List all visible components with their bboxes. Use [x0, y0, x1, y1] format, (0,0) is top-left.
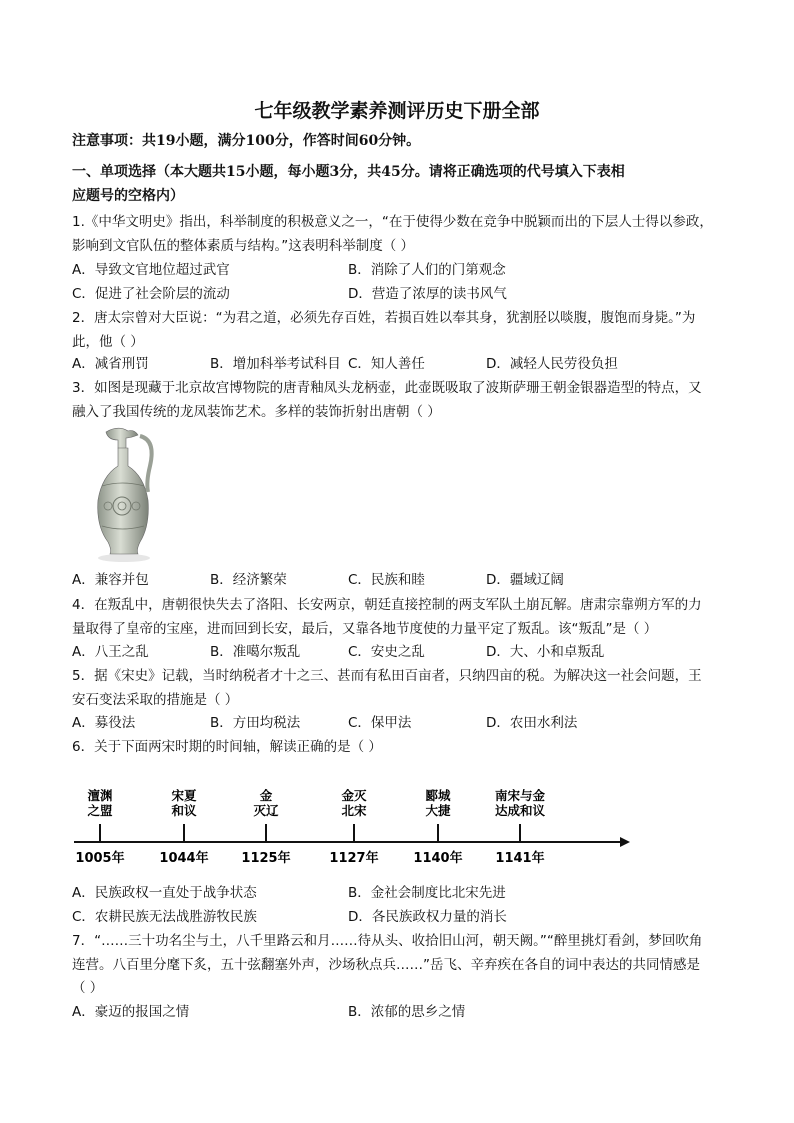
timeline-year: 1127年: [329, 851, 379, 866]
q3-stem-line2: 融入了我国传统的龙凤装饰艺术。多样的装饰折射出唐朝（ ）: [72, 404, 441, 420]
q5-stem-line1: 5．据《宋史》记载，当时纳税者才十之三、甚而有私田百亩者，只纳四亩的税。为解决这一社会问题，王: [72, 668, 702, 684]
q1-option-a[interactable]: A．导致文官地位超过武官: [72, 262, 230, 278]
q3-option-a[interactable]: A．兼容并包: [72, 572, 149, 588]
q1-stem-line2: 影响到文官队伍的整体素质与结构。”这表明科举制度（ ）: [72, 238, 415, 254]
section-heading-line1: 一、单项选择（本大题共15小题，每小题3分，共45分。请将正确选项的代号填入下表相: [72, 164, 625, 180]
timeline-event: [159, 788, 208, 866]
q6-stem: 6．关于下面两宋时期的时间轴，解读正确的是（ ）: [72, 739, 382, 755]
song-timeline: [72, 778, 632, 870]
q4-option-b[interactable]: B．准噶尔叛乱: [210, 644, 301, 660]
q4-option-d[interactable]: D．大、小和卓叛乱: [486, 644, 605, 660]
timeline-event-label-bottom: 北宋: [341, 803, 367, 818]
q5-option-c[interactable]: C．保甲法: [348, 715, 412, 731]
timeline-event-label-top: 郾城: [425, 788, 451, 803]
timeline-event-label-bottom: 和议: [171, 803, 197, 818]
q4-stem-line2: 量取得了皇帝的宝座，进而回到长安，最后，又靠各地节度使的力量平定了叛乱。该“叛乱”是（ ）: [72, 621, 658, 637]
q6-option-d[interactable]: D．各民族政权力量的消长: [348, 909, 507, 925]
timeline-event: [329, 788, 378, 866]
q2-option-a[interactable]: A．减省刑罚: [72, 356, 149, 372]
timeline-year: 1044年: [159, 851, 209, 866]
q1-option-d[interactable]: D．营造了浓厚的读书风气: [348, 286, 507, 302]
timeline-year: 1140年: [413, 851, 463, 866]
q1-stem-line1: 1.《中华文明史》指出，科举制度的积极意义之一，“在于使得少数在竞争中脱颖而出的下层人士得以参政，: [72, 214, 713, 230]
q3-stem-line1: 3．如图是现藏于北京故宫博物院的唐青釉凤头龙柄壶，此壶既吸取了波斯萨珊王朝金银器造型的特点，又: [72, 380, 702, 396]
q2-option-d[interactable]: D．减轻人民劳役负担: [486, 356, 618, 372]
q1-option-c[interactable]: C．促进了社会阶层的流动: [72, 286, 230, 302]
timeline-year: 1005年: [75, 851, 125, 866]
q6-option-a[interactable]: A．民族政权一直处于战争状态: [72, 885, 257, 901]
timeline-event-label-top: 金: [259, 788, 273, 803]
timeline-event-label-top: 南宋与金: [494, 788, 546, 803]
q1-option-b[interactable]: B．消除了人们的门第观念: [348, 262, 506, 278]
q5-option-d[interactable]: D．农田水利法: [486, 715, 578, 731]
timeline-event: [413, 788, 462, 866]
timeline-event: [495, 788, 546, 866]
timeline-event-label-top: 宋夏: [171, 788, 197, 803]
timeline-event-label-bottom: 之盟: [87, 803, 113, 818]
q2-stem-line2: 此，他（ ）: [72, 334, 144, 350]
q7-stem-line1: 7．“……三十功名尘与土，八千里路云和月……待从头、收拾旧山河，朝天阙。”“醉里挑灯看剑，梦回吹角: [72, 933, 703, 949]
q6-option-b[interactable]: B．金社会制度比北宋先进: [348, 885, 506, 901]
timeline-year: 1141年: [495, 851, 545, 866]
timeline-event: [241, 788, 290, 866]
q7-option-a[interactable]: A．豪迈的报国之情: [72, 1004, 190, 1020]
q7-stem-line3: （ ）: [72, 980, 104, 996]
timeline-event-label-bottom: 灭辽: [253, 803, 279, 818]
q2-option-b[interactable]: B．增加科举考试科目: [210, 356, 341, 372]
q2-option-c[interactable]: C．知人善任: [348, 356, 425, 372]
timeline-event-label-top: 澶渊: [87, 788, 113, 803]
q4-stem-line1: 4．在叛乱中，唐朝很快失去了洛阳、长安两京，朝廷直接控制的两支军队土崩瓦解。唐肃宗靠朔方军的力: [72, 597, 702, 613]
timeline-event-label-bottom: 大捷: [425, 803, 451, 818]
q5-stem-line2: 安石变法采取的措施是（ ）: [72, 692, 239, 708]
q7-option-b[interactable]: B．浓郁的思乡之情: [348, 1004, 466, 1020]
timeline-event-label-bottom: 达成和议: [494, 803, 546, 818]
q4-option-a[interactable]: A．八王之乱: [72, 644, 149, 660]
q3-option-d[interactable]: D．疆域辽阔: [486, 572, 564, 588]
q3-option-c[interactable]: C．民族和睦: [348, 572, 425, 588]
timeline-event: [75, 788, 124, 866]
celadon-ewer-image: [84, 426, 164, 564]
q5-option-b[interactable]: B．方田均税法: [210, 715, 301, 731]
q7-stem-line2: 连营。八百里分麾下炙，五十弦翻塞外声，沙场秋点兵……”岳飞、辛弃疾在各自的词中表达的共同情感是: [72, 957, 700, 973]
timeline-year: 1125年: [241, 851, 291, 866]
q3-option-b[interactable]: B．经济繁荣: [210, 572, 287, 588]
notice: 注意事项：共19小题，满分100分，作答时间60分钟。: [72, 133, 421, 149]
q4-option-c[interactable]: C．安史之乱: [348, 644, 425, 660]
section-heading-line2: 应题号的空格内）: [72, 188, 184, 204]
q6-option-c[interactable]: C．农耕民族无法战胜游牧民族: [72, 909, 257, 925]
q5-option-a[interactable]: A．募役法: [72, 715, 136, 731]
timeline-event-label-top: 金灭: [341, 788, 367, 803]
page-title: 七年级教学素养测评历史下册全部: [254, 100, 540, 122]
q2-stem-line1: 2．唐太宗曾对大臣说：“为君之道，必须先存百姓，若损百姓以奉其身，犹割胫以啖腹，腹饱而身毙。”为: [72, 310, 696, 326]
